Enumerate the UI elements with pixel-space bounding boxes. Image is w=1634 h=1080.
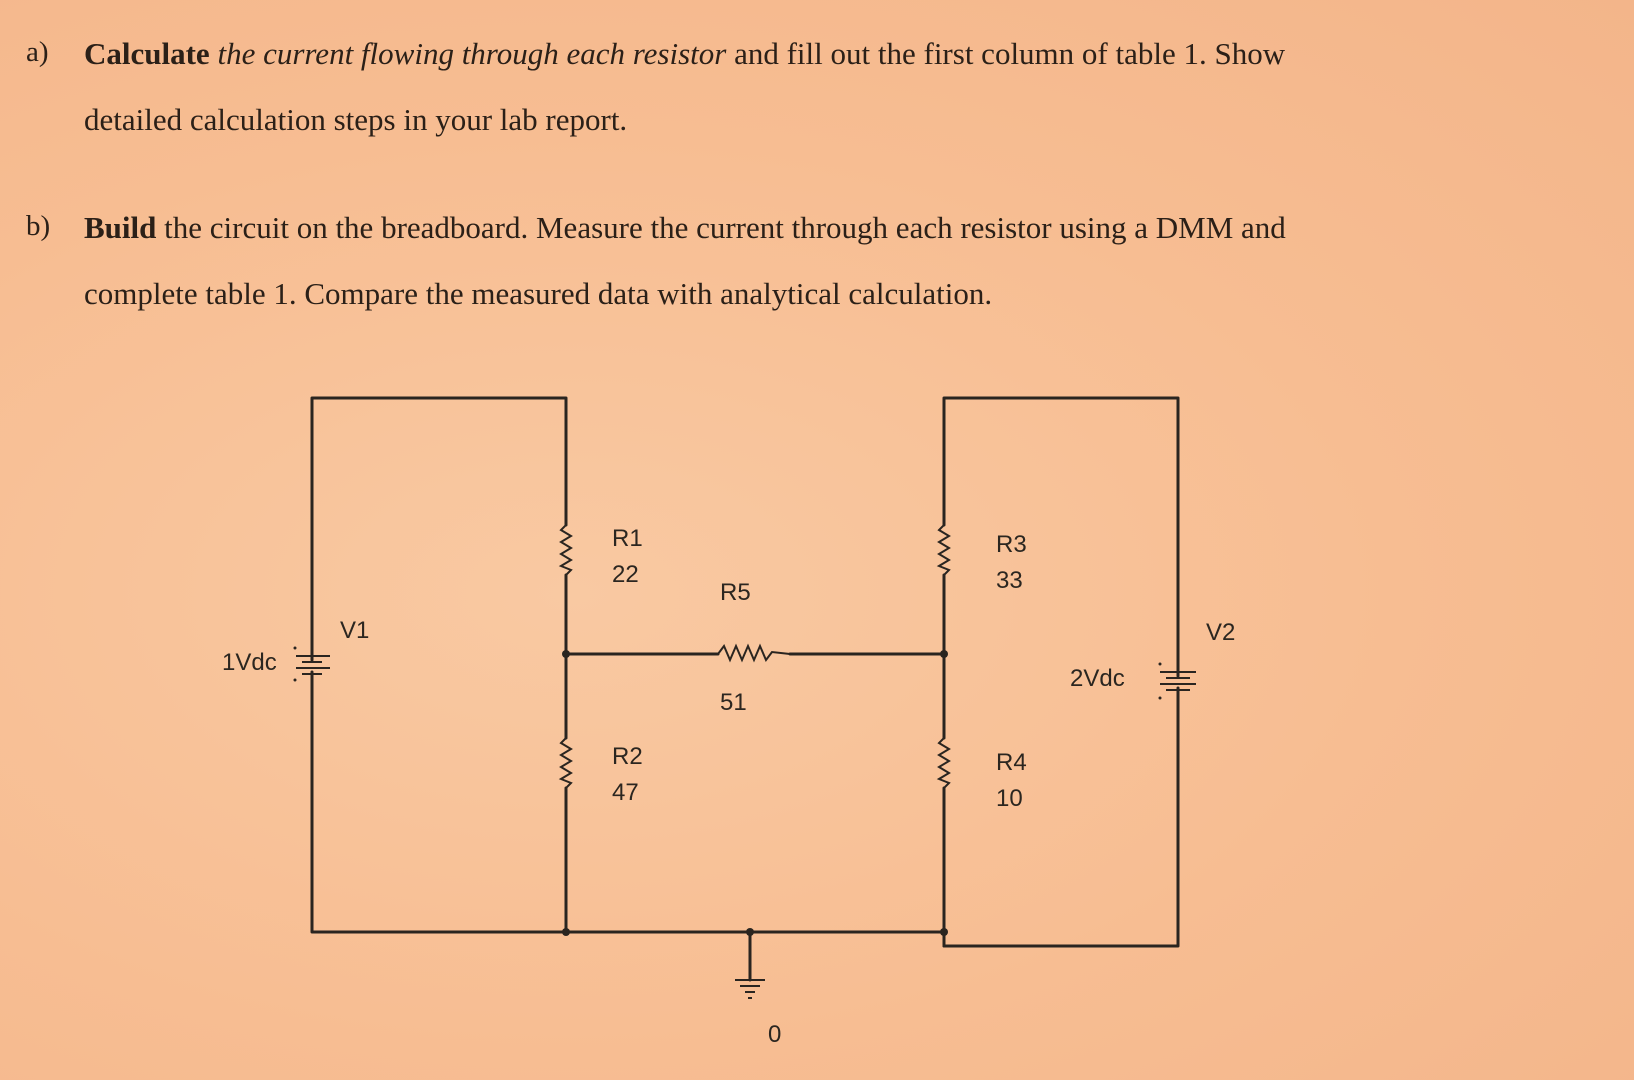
question-b-marker: b) (26, 210, 51, 242)
question-b-bold-verb: Build (84, 210, 157, 245)
junction-node-ground (746, 928, 754, 936)
r4-value-label: 10 (996, 785, 1023, 812)
question-a-italic-text: the current flowing through each resistor (209, 36, 727, 71)
resistor-r3-symbol (939, 525, 949, 575)
question-b-line-1 (84, 210, 1286, 246)
v1-value-label: 1Vdc (222, 649, 277, 676)
r4-name-label: R4 (996, 749, 1027, 776)
question-a-bold-verb: Calculate (84, 36, 210, 71)
question-a-line-1 (84, 36, 1285, 72)
question-b-rest-text: the circuit on the breadboard. Measure the current through each resistor using a DMM and (156, 210, 1286, 245)
v1-name-label: V1 (340, 617, 370, 644)
r2-value-label: 47 (612, 779, 639, 806)
ground-icon (735, 980, 765, 998)
junction-node-bottom-left (562, 928, 570, 936)
ground-label: 0 (768, 1021, 782, 1048)
question-a-line-2: detailed calculation steps in your lab report. (84, 102, 628, 137)
r1-value-label: 22 (612, 561, 639, 588)
question-a-rest-text: and fill out the first column of table 1. Show (726, 36, 1286, 71)
r5-name-label: R5 (720, 579, 751, 606)
v2-name-label: V2 (1206, 619, 1236, 646)
r3-name-label: R3 (996, 531, 1027, 558)
junction-node-left (562, 650, 570, 658)
r5-value-label: 51 (720, 689, 747, 716)
r2-name-label: R2 (612, 743, 643, 770)
resistor-r2-symbol (561, 738, 571, 788)
r3-value-label: 33 (996, 567, 1023, 594)
resistor-r1-symbol (561, 525, 571, 575)
question-b-line-2: complete table 1. Compare the measured data with analytical calculation. (84, 276, 993, 311)
junction-node-bottom-right (940, 928, 948, 936)
v2-value-label: 2Vdc (1070, 665, 1125, 692)
junction-node-right (940, 650, 948, 658)
circuit-diagram (0, 360, 1634, 1080)
resistor-r5-symbol (718, 646, 790, 660)
resistor-r4-symbol (939, 738, 949, 788)
r1-name-label: R1 (612, 525, 643, 552)
question-a-marker: a) (26, 36, 49, 68)
